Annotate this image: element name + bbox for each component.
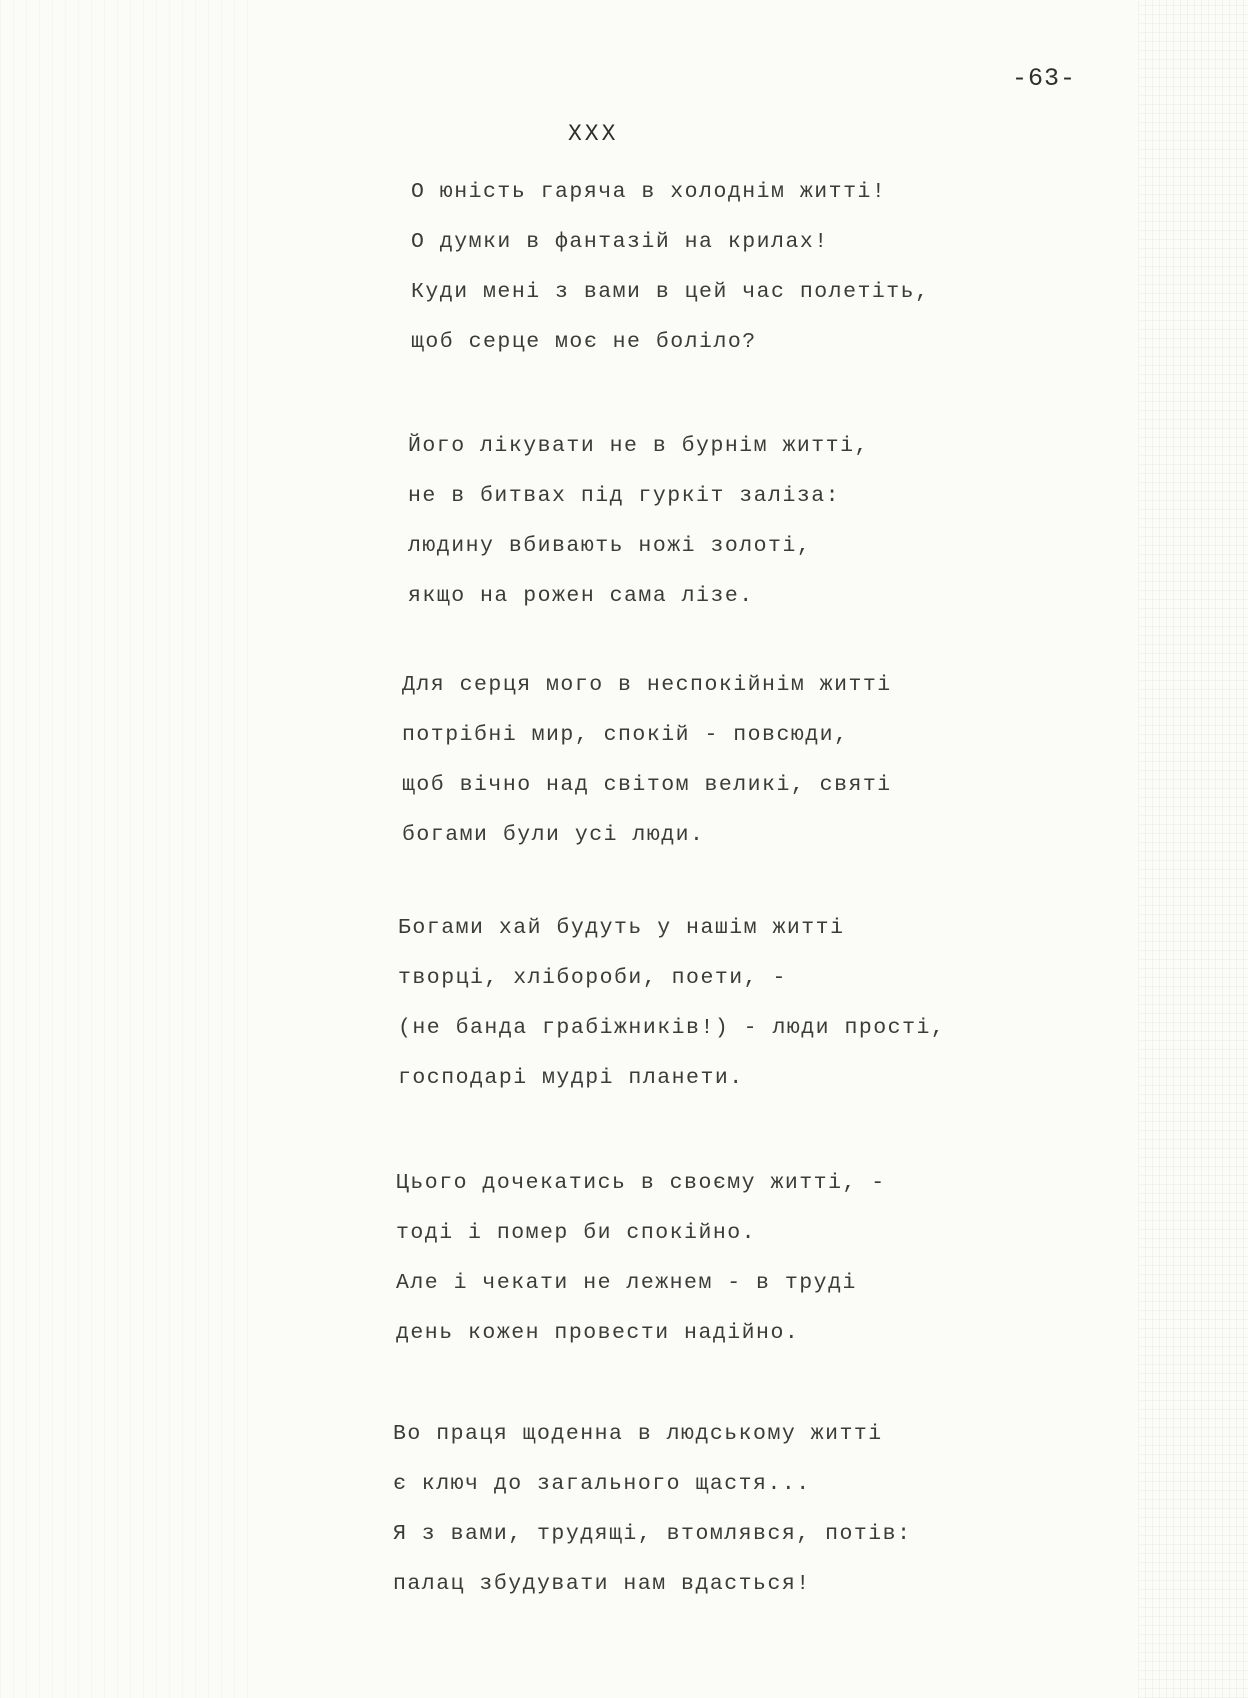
poem-line: Куди мені з вами в цей час полетіть, [411, 280, 930, 304]
stanza-4 [398, 903, 945, 1103]
poem-line: господарі мудрі планети. [398, 1066, 744, 1090]
stanza-6 [393, 1409, 911, 1609]
poem-line: Богами хай будуть у нашім житті [398, 916, 845, 940]
poem-line: тоді і помер би спокійно. [396, 1221, 757, 1245]
poem-line: якщо на рожен сама лізе. [408, 584, 754, 608]
poem-line: потрібні мир, спокій - повсюди, [402, 723, 849, 747]
poem-line: Во праця щоденна в людському житті [393, 1422, 883, 1446]
poem-line: О думки в фантазій на крилах! [411, 230, 829, 254]
poem-line: (не банда грабіжників!) - люди прості, [398, 1016, 946, 1040]
paper-texture-left [0, 0, 260, 1698]
poem-line: щоб серце моє не боліло? [411, 330, 757, 354]
stanza-3 [402, 660, 892, 860]
poem-line: є ключ до загального щастя... [393, 1472, 811, 1496]
stanza-2 [408, 421, 869, 621]
paper-texture-right-edge [1138, 0, 1248, 1698]
poem-line: богами були усі люди. [402, 823, 705, 847]
poem-line: Але і чекати не лежнем - в труді [396, 1271, 857, 1295]
poem-line: людину вбивають ножі золоті, [408, 534, 812, 558]
poem-line: палац збудувати нам вдасться! [393, 1572, 811, 1596]
poem-line: творці, хлібороби, поети, - [398, 966, 787, 990]
poem-line: Його лікувати не в бурнім житті, [408, 434, 869, 458]
poem-line: Цього дочекатись в своєму житті, - [396, 1171, 886, 1195]
poem-line: не в битвах під гуркіт заліза: [408, 484, 841, 508]
poem-line: щоб вічно над світом великі, святі [402, 773, 892, 797]
poem-title: XXX [568, 121, 619, 147]
stanza-5 [396, 1158, 886, 1358]
poem-line: О юність гаряча в холоднім житті! [411, 180, 887, 204]
poem-line: день кожен провести надійно. [396, 1321, 800, 1345]
poem-line: Для серця мого в неспокійнім житті [402, 673, 892, 697]
poem-line: Я з вами, трудящі, втомлявся, потів: [393, 1522, 912, 1546]
page-number: -63- [1012, 64, 1077, 93]
stanza-1 [411, 167, 929, 367]
